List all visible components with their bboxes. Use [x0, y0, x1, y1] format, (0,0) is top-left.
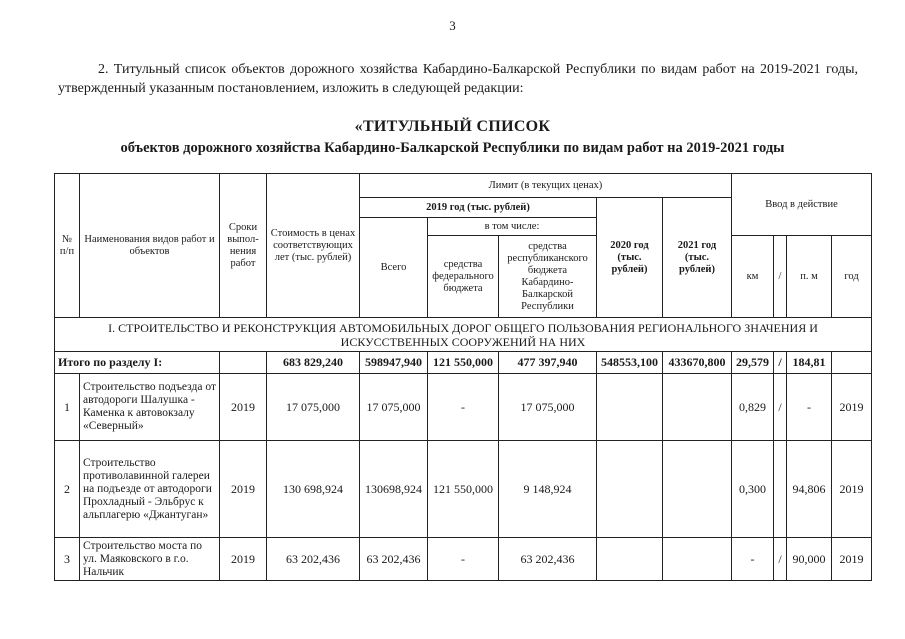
row-republic: 63 202,436: [499, 538, 597, 581]
row-year: 2019: [832, 538, 872, 581]
header-cost: Стоимость в ценах соответствующих лет (тыс. рублей): [267, 174, 360, 318]
section-total-year: [832, 352, 872, 374]
row-2021: [663, 441, 732, 538]
table-row: [55, 374, 872, 441]
table-row: [55, 441, 872, 538]
row-2020: [597, 441, 663, 538]
row-year: 2019: [832, 441, 872, 538]
row-2021: [663, 374, 732, 441]
intro-paragraph: 2. Титульный список объектов дорожного хозяйства Кабардино-Балкарской Республики по видам работ на 2019-2021 годы, утвержденный указанным постановлением, изложить в следующей редакции:: [58, 62, 858, 96]
row-republic: 17 075,000: [499, 374, 597, 441]
row-2020: [597, 374, 663, 441]
row-name: Строительство противолавинной галереи на подъезде от автодороги Прохладный - Эльбрус к альплагерю «Джантуган»: [80, 441, 220, 538]
row-no: 3: [55, 538, 80, 581]
row-federal: -: [428, 374, 499, 441]
row-no: 2: [55, 441, 80, 538]
row-slash: /: [774, 538, 787, 581]
header-federal: средства федерального бюджета: [428, 236, 499, 318]
row-terms: 2019: [220, 441, 267, 538]
row-name: Строительство подъезда от автодороги Шалушка - Каменка к автовокзалу «Северный»: [80, 374, 220, 441]
row-cost: 17 075,000: [267, 374, 360, 441]
row-pm: -: [787, 374, 832, 441]
header-including: в том числе:: [428, 218, 597, 236]
row-terms: 2019: [220, 374, 267, 441]
row-republic: 9 148,924: [499, 441, 597, 538]
row-name: Строительство моста по ул. Маяковского в г.о. Нальчик: [80, 538, 220, 581]
row-km: -: [732, 538, 774, 581]
document-title: «ТИТУЛЬНЫЙ СПИСОК: [354, 118, 551, 135]
header-slash: /: [774, 236, 787, 318]
row-year: 2019: [832, 374, 872, 441]
row-no: 1: [55, 374, 80, 441]
row-slash: /: [774, 374, 787, 441]
header-total: Всего: [360, 218, 428, 318]
row-cost: 63 202,436: [267, 538, 360, 581]
section-total-republic: 477 397,940: [499, 352, 597, 374]
page-number: 3: [449, 18, 456, 33]
table-row: [55, 538, 872, 581]
row-2020: [597, 538, 663, 581]
header-2019: 2019 год (тыс. рублей): [360, 198, 597, 218]
section-total-2020: 548553,100: [597, 352, 663, 374]
header-2020: 2020 год (тыс. рублей): [597, 198, 663, 318]
row-km: 0,300: [732, 441, 774, 538]
document-subtitle: объектов дорожного хозяйства Кабардино-Балкарской Республики по видам работ на 2019-2021 годы: [120, 140, 785, 156]
header-republic: средства республиканского бюджета Кабардино-Балкарской Республики: [499, 236, 597, 318]
section-total-all: 598947,940: [360, 352, 428, 374]
header-2021: 2021 год (тыс. рублей): [663, 198, 732, 318]
section-total-federal: 121 550,000: [428, 352, 499, 374]
section-total-cost: 683 829,240: [267, 352, 360, 374]
row-federal: 121 550,000: [428, 441, 499, 538]
section-total-pm: 184,81: [787, 352, 832, 374]
row-km: 0,829: [732, 374, 774, 441]
header-no: № п/п: [55, 174, 80, 318]
row-pm: 90,000: [787, 538, 832, 581]
header-commissioning: Ввод в действие: [732, 174, 872, 236]
row-total: 63 202,436: [360, 538, 428, 581]
header-km: км: [732, 236, 774, 318]
section-total-terms: [220, 352, 267, 374]
section-total-slash: /: [774, 352, 787, 374]
header-year: год: [832, 236, 872, 318]
section-total-km: 29,579: [732, 352, 774, 374]
title-list-table: [54, 173, 872, 581]
row-federal: -: [428, 538, 499, 581]
header-limit: Лимит (в текущих ценах): [360, 174, 732, 198]
header-name: Наименования видов работ и объектов: [80, 174, 220, 318]
row-total: 17 075,000: [360, 374, 428, 441]
header-terms: Сроки выпол-нения работ: [220, 174, 267, 318]
row-pm: 94,806: [787, 441, 832, 538]
header-pm: п. м: [787, 236, 832, 318]
section-total-2021: 433670,800: [663, 352, 732, 374]
section-total-label: Итого по разделу I:: [55, 352, 220, 374]
row-slash: [774, 441, 787, 538]
row-terms: 2019: [220, 538, 267, 581]
row-total: 130698,924: [360, 441, 428, 538]
row-cost: 130 698,924: [267, 441, 360, 538]
row-2021: [663, 538, 732, 581]
section-title: I. СТРОИТЕЛЬСТВО И РЕКОНСТРУКЦИЯ АВТОМОБИЛЬНЫХ ДОРОГ ОБЩЕГО ПОЛЬЗОВАНИЯ РЕГИОНАЛЬНОГО ЗНАЧЕНИЯ И ИСКУССТВЕННЫХ СООРУЖЕНИЙ НА НИХ: [55, 318, 872, 352]
